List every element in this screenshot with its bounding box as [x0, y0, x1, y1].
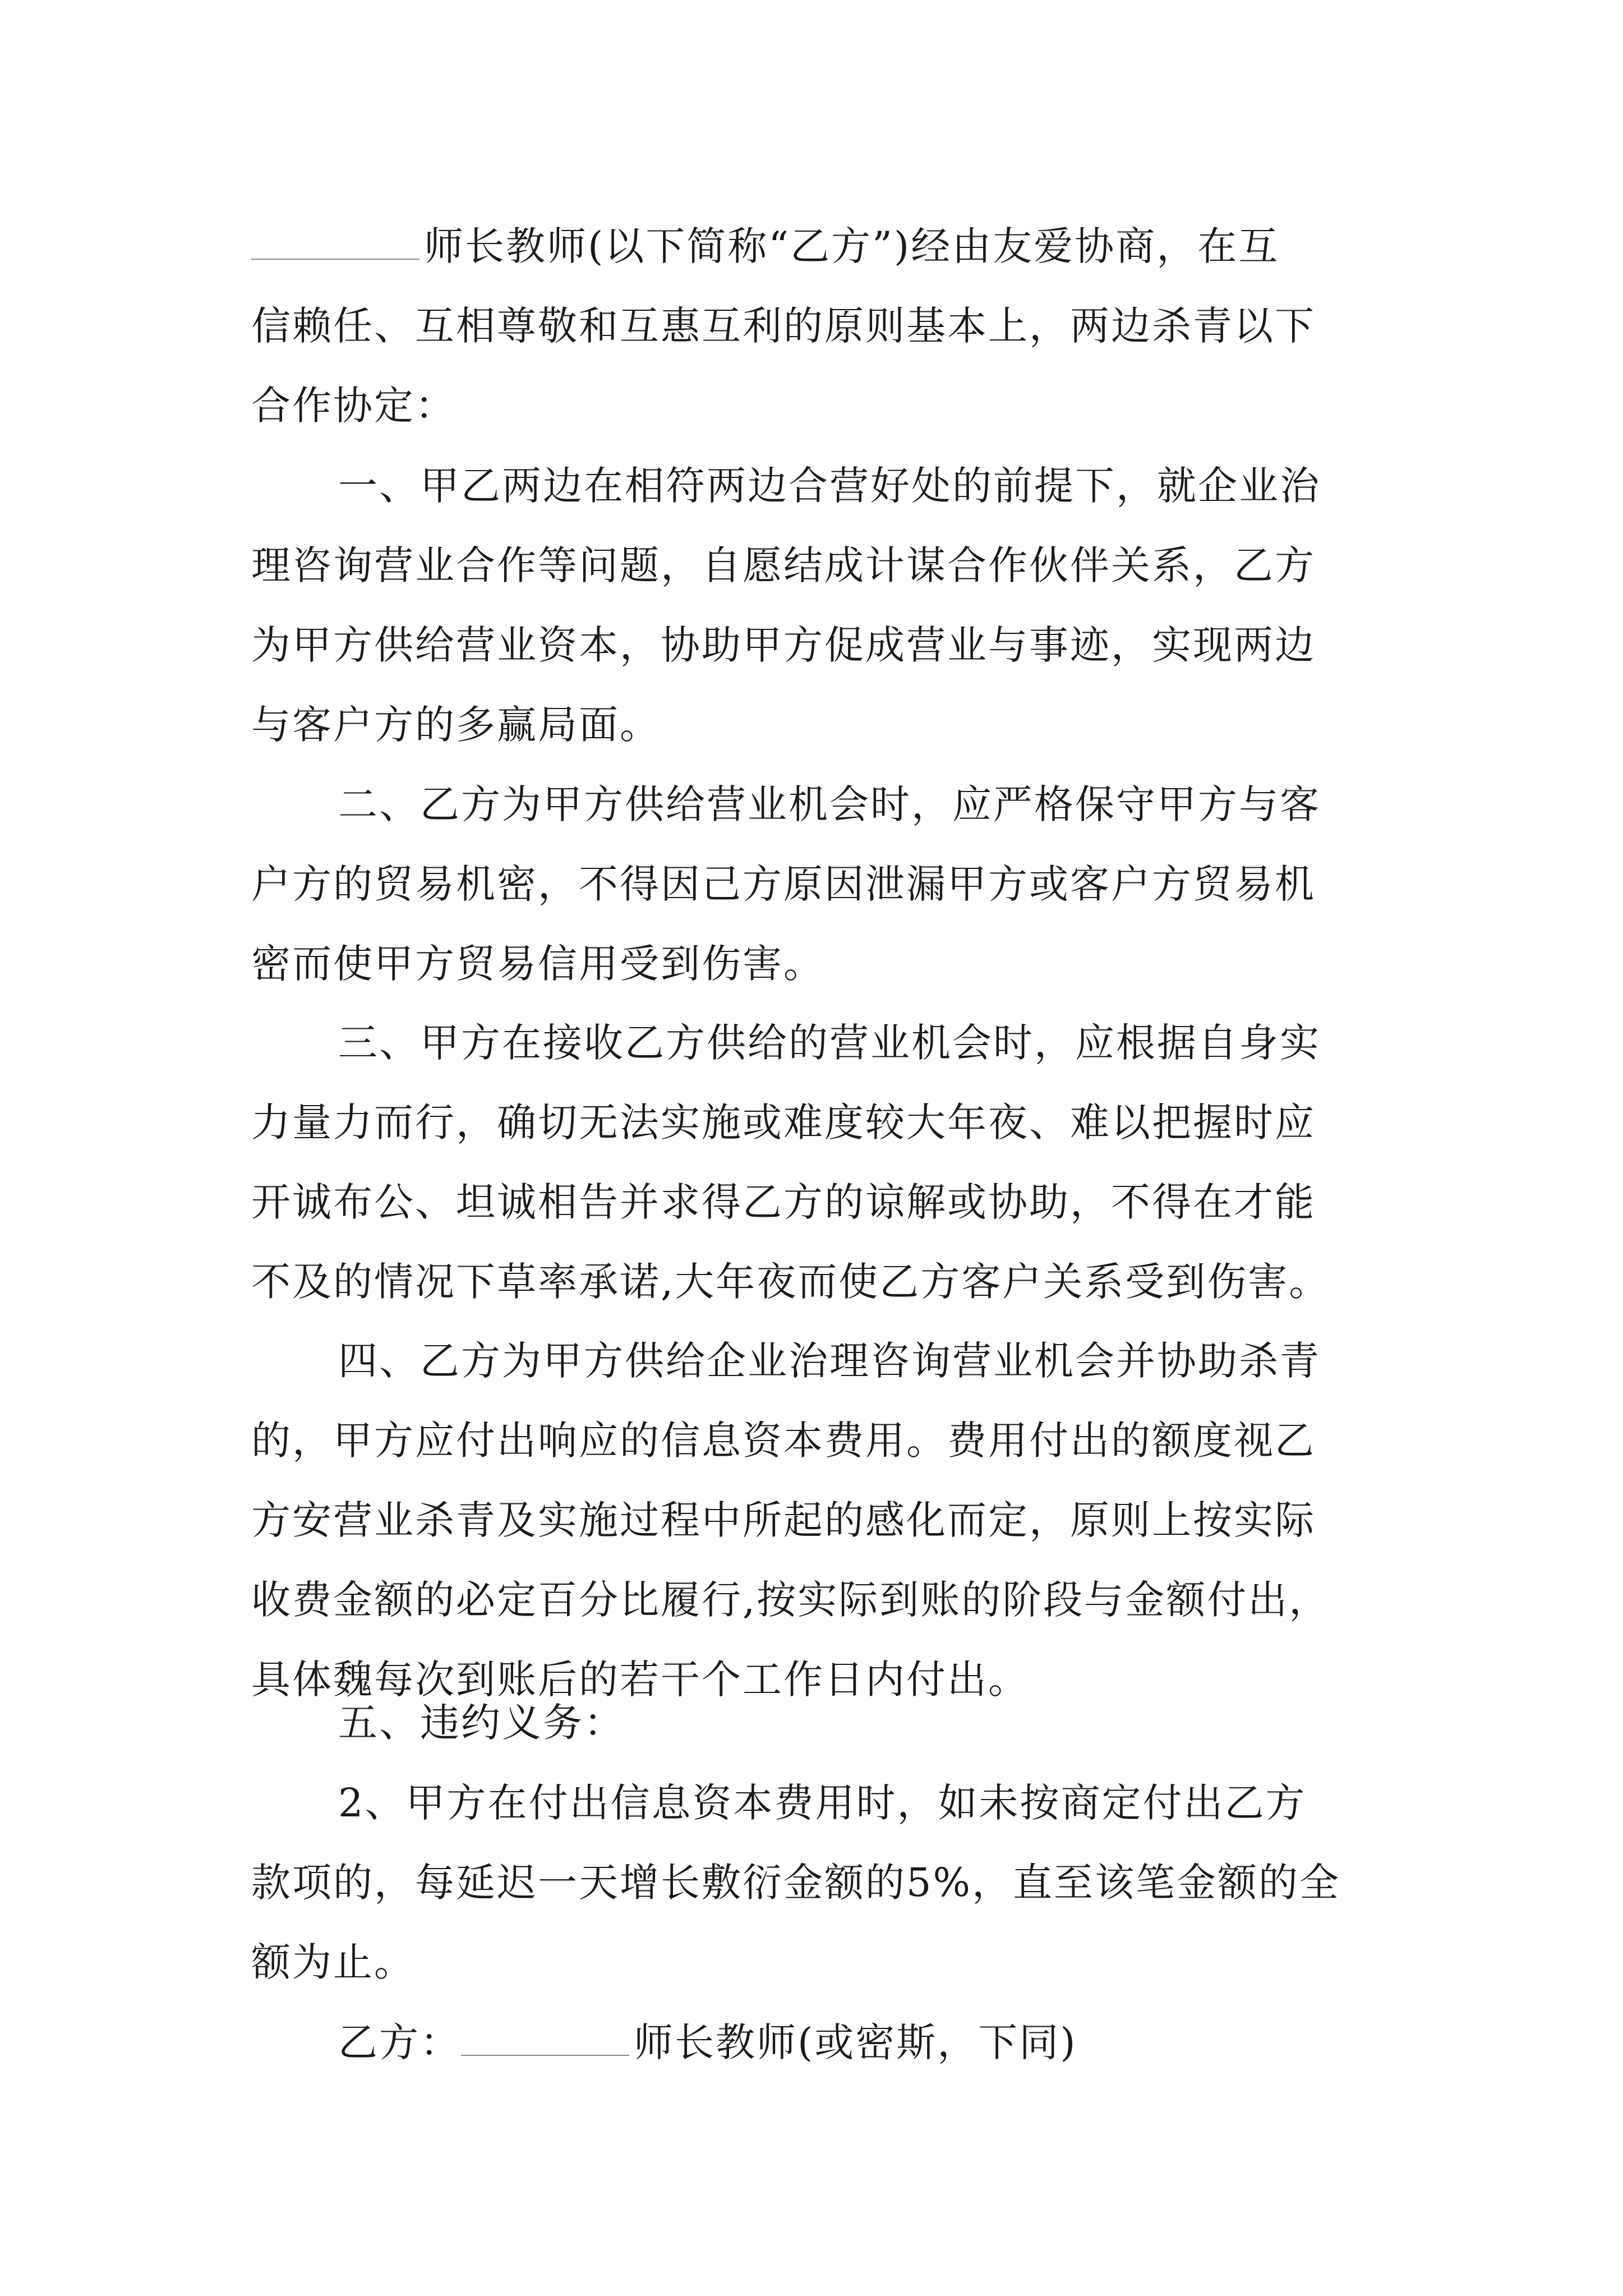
text-line: 与客户方的多赢局面。	[251, 702, 661, 748]
text-line: 开诚布公、坦诚相告并求得乙方的谅解或协助，不得在才能	[251, 1179, 1316, 1225]
text-line: 一、甲乙两边在相符两边合营好处的前提下，就企业治	[338, 463, 1321, 509]
text-line: 户方的贸易机密，不得因己方原因泄漏甲方或客户方贸易机	[251, 861, 1316, 907]
text-line: 合作协定：	[251, 383, 456, 429]
clause-four-paragraph	[251, 1321, 1390, 1719]
text-line: 四、乙方为甲方供给企业治理咨询营业机会并协助杀青	[338, 1338, 1321, 1384]
clause-five-heading	[251, 1683, 1390, 1763]
name-blank[interactable]	[251, 219, 419, 260]
signature-label: 乙方：	[338, 2019, 461, 2065]
text-line: 密而使甲方贸易信用受到伤害。	[251, 941, 824, 987]
text-line	[251, 206, 1390, 286]
text-line: 不及的情况下草率承诺,大年夜而使乙方客户关系受到伤害。	[251, 1259, 1330, 1305]
intro-paragraph	[251, 206, 1390, 445]
text-line: 力量力而行，确切无法实施或难度较大年夜、难以把握时应	[251, 1099, 1316, 1145]
signature-suffix: 师长教师(或密斯，下同)	[634, 2019, 1077, 2065]
text-line: 收费金额的必定百分比履行,按实际到账的阶段与金额付出，	[251, 1577, 1330, 1623]
text-line: 方安营业杀青及实施过程中所起的感化而定，原则上按实际	[251, 1497, 1316, 1543]
text-line: 信赖任、互相尊敬和互惠互利的原则基本上，两边杀青以下	[251, 303, 1316, 349]
clause-one-paragraph	[251, 446, 1390, 765]
text-line-content: 师长教师(以下简称“乙方”)经由友爱协商，在互	[424, 223, 1280, 269]
text-line: 的，甲方应付出响应的信息资本费用。费用付出的额度视乙	[251, 1418, 1316, 1464]
text-line: 款项的，每延迟一天增长敷衍金额的5%，直至该笔金额的全	[251, 1860, 1341, 1906]
clause-three-paragraph	[251, 1003, 1390, 1322]
signature-blank[interactable]	[461, 2016, 629, 2056]
text-line: 具体魏每次到账后的若干个工作日内付出。	[251, 1657, 1029, 1703]
signature-line	[251, 2003, 1390, 2082]
text-line: 额为止。	[251, 1939, 415, 1985]
text-line: 三、甲方在接收乙方供给的营业机会时，应根据自身实	[338, 1020, 1321, 1066]
text-line: 二、乙方为甲方供给营业机会时，应严格保守甲方与客	[338, 781, 1321, 827]
text-line: 为甲方供给营业资本，协助甲方促成营业与事迹，实现两边	[251, 622, 1316, 668]
clause-five-item-two	[251, 1763, 1390, 2002]
clause-two-paragraph	[251, 765, 1390, 1004]
text-line: 五、违约义务：	[338, 1700, 625, 1746]
text-line: 理咨询营业合作等问题，自愿结成计谋合作伙伴关系，乙方	[251, 542, 1316, 588]
text-line: 2、甲方在付出信息资本费用时，如未按商定付出乙方	[338, 1780, 1307, 1826]
text-line	[251, 2003, 1390, 2082]
